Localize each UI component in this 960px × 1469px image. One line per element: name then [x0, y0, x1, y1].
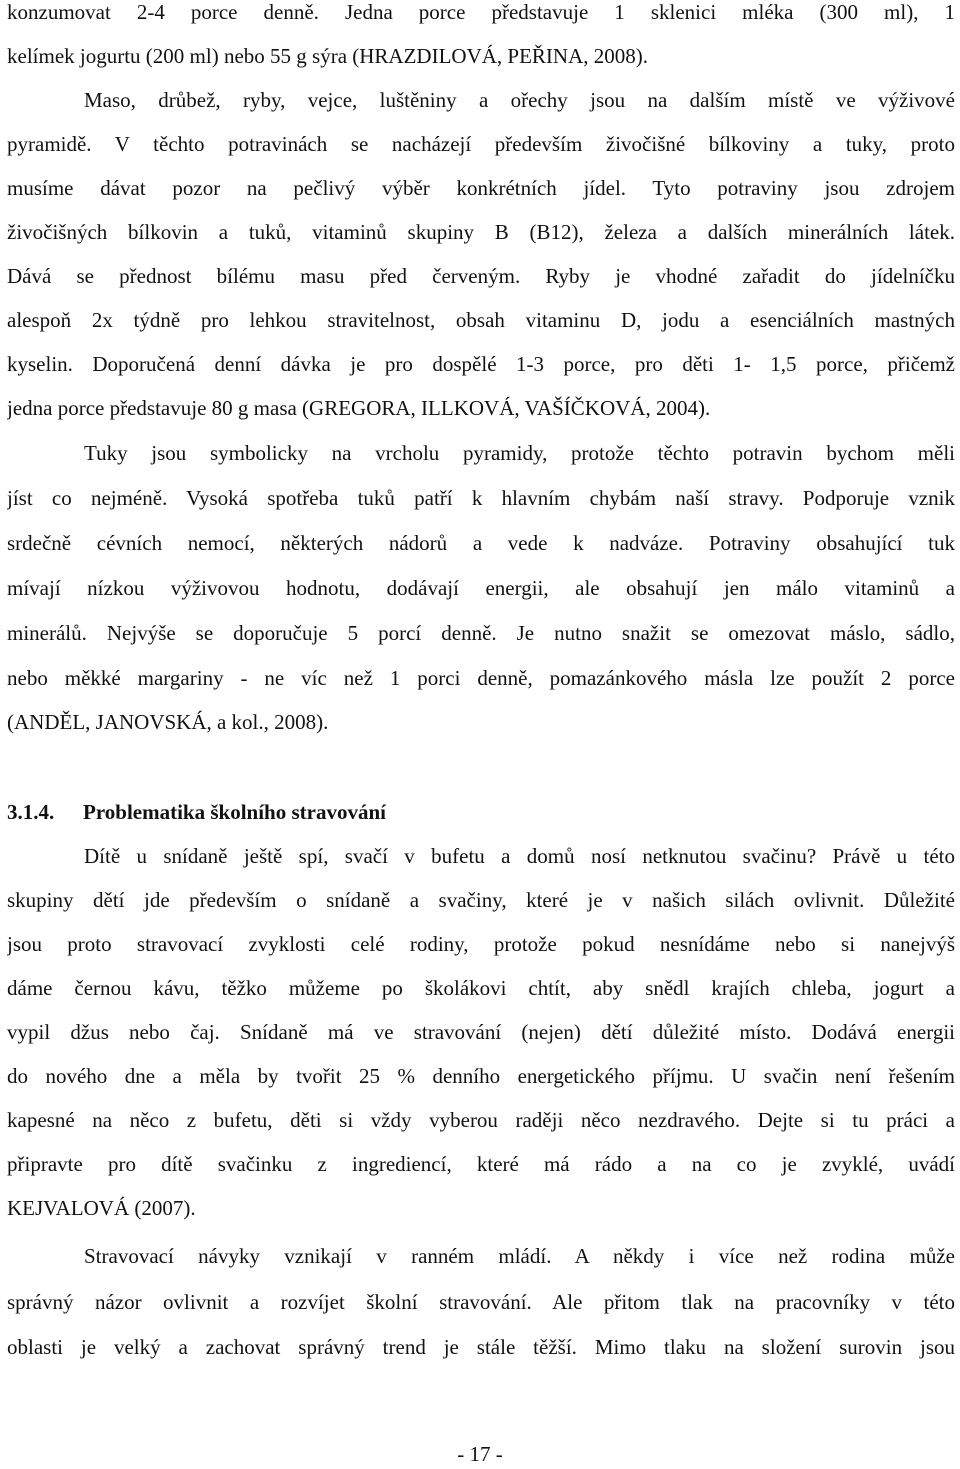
text-line: Maso, drůbež, ryby, vejce, luštěniny a ořechy jsou na dalším místě ve výživové [84, 88, 955, 112]
text-line: Dává se přednost bílému masu před červeným. Ryby je vhodné zařadit do jídelníčku [7, 264, 955, 288]
text-line: jsou proto stravovací zvyklosti celé rodiny, protože pokud nesnídáme nebo si nanejvýš [7, 932, 955, 956]
text-line: alespoň 2x týdně pro lehkou stravitelnost, obsah vitaminu D, jodu a esenciálních mastných [7, 308, 955, 332]
text-line: pyramidě. V těchto potravinách se nacházejí především živočišné bílkoviny a tuky, proto [7, 132, 955, 156]
text-line: nebo měkké margariny - ne víc než 1 porci denně, pomazánkového másla lze použít 2 porce [7, 666, 955, 690]
text-line: mívají nízkou výživovou hodnotu, dodávají energii, ale obsahují jen málo vitaminů a [7, 576, 955, 600]
text-line: do nového dne a měla by tvořit 25 % denního energetického příjmu. U svačin není řešením [7, 1064, 955, 1088]
text-line: jedna porce představuje 80 g masa (GREGORA, ILLKOVÁ, VAŠÍČKOVÁ, 2004). [7, 396, 711, 420]
text-line: vypil džus nebo čaj. Snídaně má ve stravování (nejen) dětí důležité místo. Dodává energii [7, 1020, 955, 1044]
text-line: konzumovat 2-4 porce denně. Jedna porce představuje 1 sklenici mléka (300 ml), 1 [7, 0, 955, 24]
text-line: (ANDĚL, JANOVSKÁ, a kol., 2008). [7, 710, 329, 734]
page-number: - 17 - [457, 1442, 503, 1466]
text-line: kyselin. Doporučená denní dávka je pro dospělé 1-3 porce, pro děti 1- 1,5 porce, přičemž [7, 352, 955, 376]
text-line: KEJVALOVÁ (2007). [7, 1196, 196, 1220]
text-line: správný názor ovlivnit a rozvíjet školní stravování. Ale přitom tlak na pracovníky v této [7, 1290, 955, 1314]
text-line: srdečně cévních nemocí, některých nádorů a vede k nadváze. Potraviny obsahující tuk [7, 531, 955, 555]
text-line: musíme dávat pozor na pečlivý výběr konkrétních jídel. Tyto potraviny jsou zdrojem [7, 176, 955, 200]
section-number: 3.1.4. [7, 800, 55, 824]
text-line: minerálů. Nejvýše se doporučuje 5 porcí denně. Je nutno snažit se omezovat máslo, sádlo, [7, 621, 955, 645]
text-line: Dítě u snídaně ještě spí, svačí v bufetu a domů nosí netknutou svačinu? Právě u této [84, 844, 955, 868]
text-line: dáme černou kávu, těžko můžeme po školákovi chtít, aby snědl krajích chleba, jogurt a [7, 976, 955, 1000]
text-line: oblasti je velký a zachovat správný trend je stále těžší. Mimo tlaku na složení surovin jsou [7, 1335, 955, 1359]
text-line: kelímek jogurtu (200 ml) nebo 55 g sýra (HRAZDILOVÁ, PEŘINA, 2008). [7, 44, 648, 68]
text-line: jíst co nejméně. Vysoká spotřeba tuků patří k hlavním chybám naší stravy. Podporuje vznik [7, 486, 955, 510]
section-title: Problematika školního stravování [83, 800, 386, 824]
text-line: živočišných bílkovin a tuků, vitaminů skupiny B (B12), železa a dalších minerálních látek. [7, 220, 955, 244]
text-line: připravte pro dítě svačinku z ingrediencí, které má rádo a na co je zvyklé, uvádí [7, 1152, 955, 1176]
text-line: Tuky jsou symbolicky na vrcholu pyramidy, protože těchto potravin bychom měli [84, 441, 955, 465]
text-line: skupiny dětí jde především o snídaně a svačiny, které je v našich silách ovlivnit. Důležité [7, 888, 955, 912]
text-line: kapesné na něco z bufetu, děti si vždy vyberou raději něco nezdravého. Dejte si tu práci a [7, 1108, 955, 1132]
text-line: Stravovací návyky vznikají v ranném mládí. A někdy i více než rodina může [84, 1244, 955, 1268]
section-heading [7, 797, 386, 827]
